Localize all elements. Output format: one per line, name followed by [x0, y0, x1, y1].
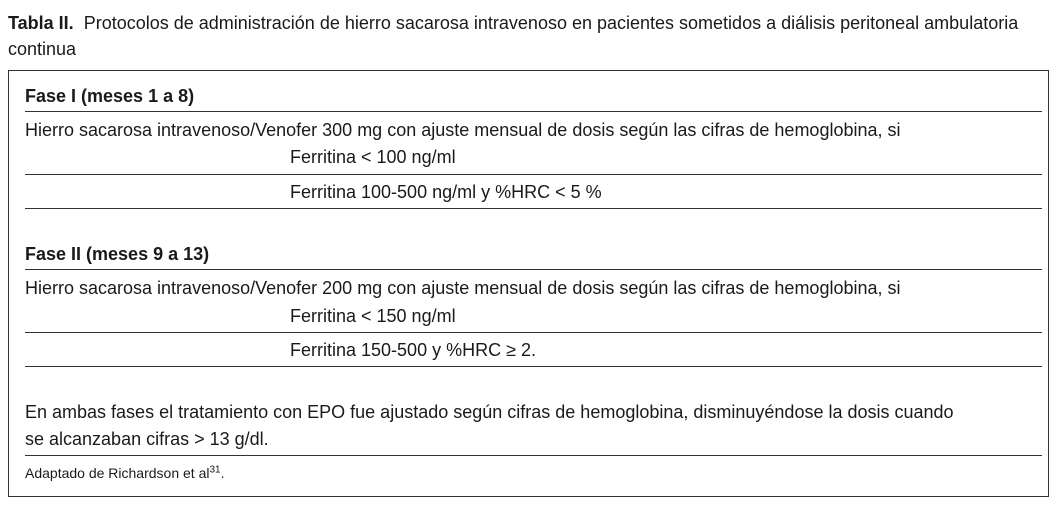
divider — [25, 332, 1042, 333]
divider — [25, 366, 1042, 367]
source-suffix: . — [220, 465, 225, 481]
phase1-condition-1: Ferritina < 100 ng/ml — [290, 147, 456, 167]
caption-text: Protocolos de administración de hierro sacarosa intravenoso en pacientes sometidos a diálisis peritoneal ambulatoria continua — [8, 13, 1019, 59]
protocol-table — [8, 70, 1049, 497]
phase1-heading: Fase I (meses 1 a 8) — [25, 86, 195, 106]
phase2-description: Hierro sacarosa intravenoso/Venofer 200 mg con ajuste mensual de dosis según las cifras de hemoglobina, si — [25, 278, 901, 298]
source-reference: 31 — [209, 464, 221, 476]
caption-label: Tabla II. — [8, 13, 74, 33]
divider — [25, 208, 1042, 209]
divider — [25, 111, 1042, 112]
note-line-2: se alcanzaban cifras > 13 g/dl. — [25, 429, 269, 449]
phase2-condition-1: Ferritina < 150 ng/ml — [290, 306, 456, 326]
note-line-1: En ambas fases el tratamiento con EPO fue ajustado según cifras de hemoglobina, disminuyéndose la dosis cuando — [25, 402, 954, 422]
divider — [25, 269, 1042, 270]
divider — [25, 455, 1042, 456]
divider — [25, 174, 1042, 175]
source-note — [25, 464, 224, 482]
source-text: Adaptado de Richardson et al — [25, 465, 210, 481]
phase2-heading: Fase II (meses 9 a 13) — [25, 244, 210, 264]
table-caption — [8, 10, 1053, 62]
phase2-condition-2: Ferritina 150-500 y %HRC ≥ 2. — [290, 340, 536, 360]
phase1-description: Hierro sacarosa intravenoso/Venofer 300 mg con ajuste mensual de dosis según las cifras de hemoglobina, si — [25, 120, 901, 140]
phase1-condition-2: Ferritina 100-500 ng/ml y %HRC < 5 % — [290, 182, 602, 202]
